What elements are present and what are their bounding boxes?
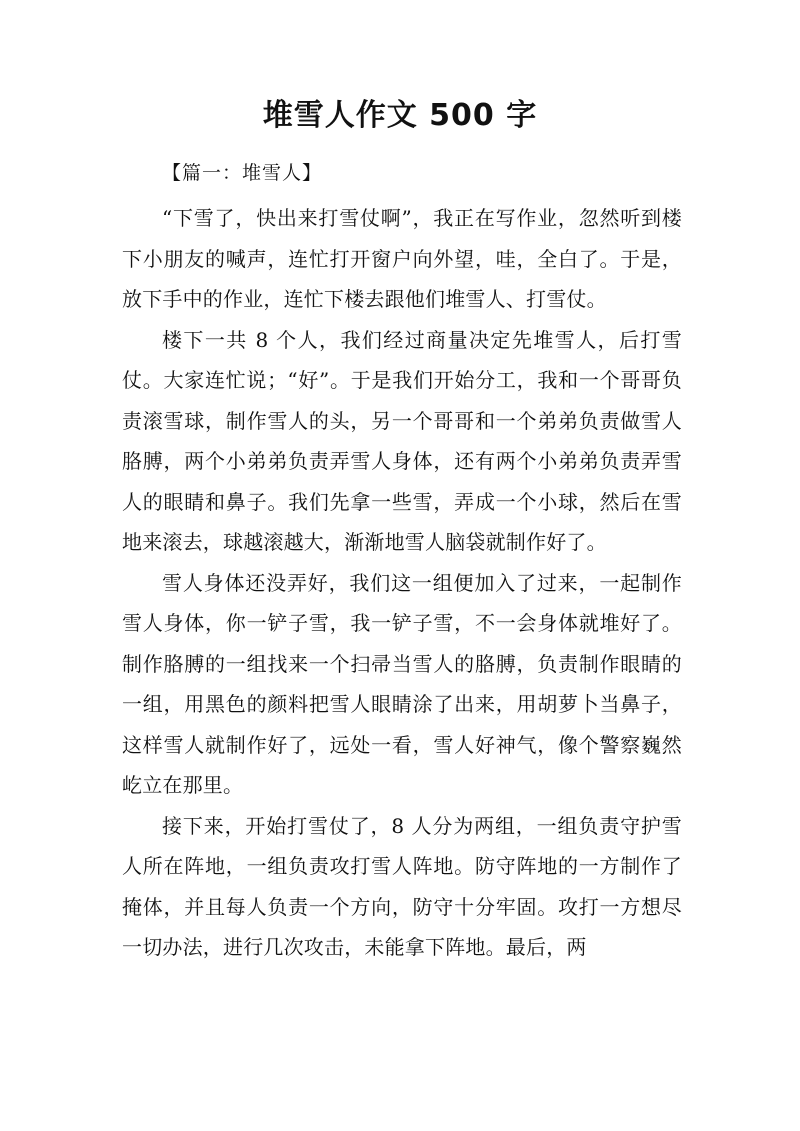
paragraph-3: 雪人身体还没弄好，我们这一组便加入了过来，一起制作雪人身体，你一铲子雪，我一铲子雪，不一会身体就堆好了。制作胳膊的一组找来一个扫帚当雪人的胳膊，负责制作眼睛的一组，用黑色的颜料把雪人眼睛涂了出来，用胡萝卜当鼻子，这样雪人就制作好了，远处一看，雪人好神气，像个警察巍然屹立在那里。 [122, 570, 682, 797]
section-heading: 【篇一：堆雪人】 [162, 162, 323, 184]
paragraph-1: “下雪了，快出来打雪仗啊”，我正在写作业，忽然听到楼下小朋友的喊声，连忙打开窗户向外望，哇，全白了。于是，放下手中的作业，连忙下楼去跟他们堆雪人、打雪仗。 [122, 206, 682, 311]
essay-body [122, 198, 682, 968]
paragraph-2: 楼下一共 8 个人，我们经过商量决定先堆雪人，后打雪仗。大家连忙说；“好”。于是我们开始分工，我和一个哥哥负责滚雪球，制作雪人的头，另一个哥哥和一个弟弟负责做雪人胳膊，两个小弟弟负责弄雪人身体，还有两个小弟弟负责弄雪人的眼睛和鼻子。我们先拿一些雪，弄成一个小球，然后在雪地来滚去，球越滚越大，渐渐地雪人脑袋就制作好了。 [122, 327, 682, 554]
document-title: 堆雪人作文 500 字 [262, 98, 538, 133]
paragraph-4: 接下来，开始打雪仗了，8 人分为两组，一组负责守护雪人所在阵地，一组负责攻打雪人阵地。防守阵地的一方制作了掩体，并且每人负责一个方向，防守十分牢固。攻打一方想尽一切办法，进行几次攻击，未能拿下阵地。最后，两 [122, 813, 682, 959]
